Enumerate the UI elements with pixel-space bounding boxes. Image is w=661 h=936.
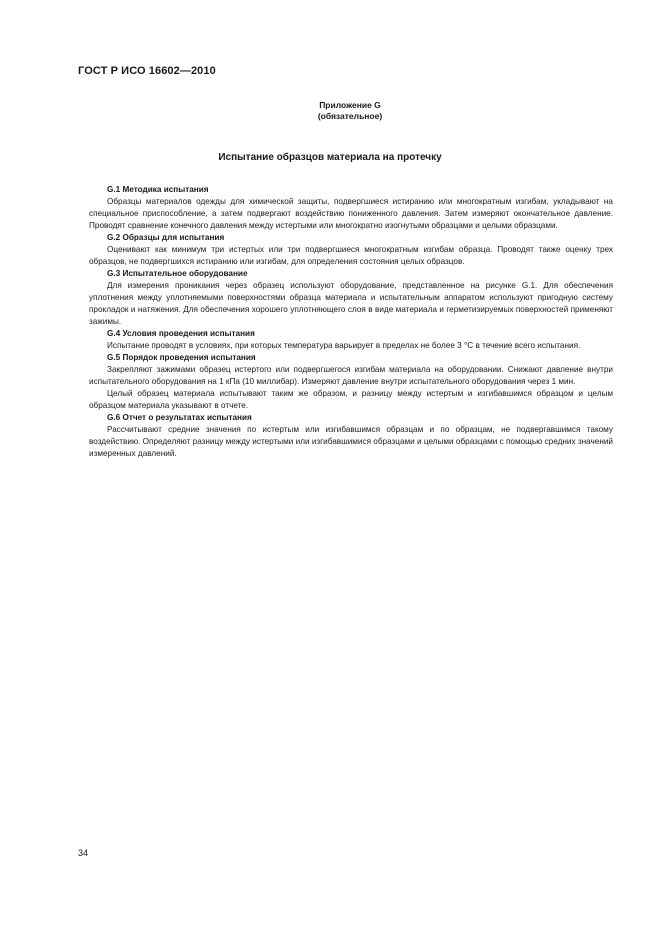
page-title: Испытание образцов материала на протечку [218, 152, 442, 163]
section-g5-paragraph-1: Закрепляют зажимами образец истертого или подвергшегося изгибам материала на оборудовании. Снижают давление внутри испытательного оборудования на 1 кПа (10 миллибар). Измеряют давление внутри испытательного оборудования через 1 мин. [89, 365, 613, 386]
section-heading-g6: G.6 Отчет о результатах испытания [107, 413, 252, 422]
section-g1-paragraph: Образцы материалов одежды для химической защиты, подвергшиеся истиранию или многократным изгибам, укладывают на специальное приспособление, а затем подвергают воздействию пониженного давления. Затем измеряют окончательное давление. Проводят сравнение конечного давления между истертыми или многократно изогнутыми образцами и целыми образцами. [89, 197, 613, 230]
section-g3-paragraph: Для измерения проникания через образец используют оборудование, представленное на рисунке G.1. Для обеспечения уплотнения между уплотняемыми поверхностями образца материала и испытательным аппаратом используют пригодную систему прокладок и натяжения. Для обеспечения хорошего уплотняющего слоя в виде материала и герметизируемых поверхностей применяют зажимы. [89, 281, 613, 326]
annex-label: Приложение G [319, 100, 381, 110]
section-heading-g3: G.3 Испытательное оборудование [107, 269, 248, 278]
section-g5-paragraph-2: Целый образец материала испытывают таким же образом, и разницу между истертым и изгибавшимся образцом и целым образцом материала указывают в отчете. [89, 389, 613, 410]
section-g6-paragraph: Рассчитывают средние значения по истертым или изгибавшимся образцам и по образцам, не подвергавшимся такому воздействию. Определяют разницу между истертыми или изгибавшимися образцами и целыми образцами с помощью средних значений измеренных давлений. [89, 425, 613, 458]
section-heading-g1: G.1 Методика испытания [107, 185, 209, 194]
section-g2-paragraph: Оценивают как минимум три истертых или три подвергшиеся многократным изгибам образца. Проводят также оценку трех образцов, не подвергшихся истиранию или изгибам, для определения состояния целых образцов. [89, 245, 613, 266]
document-body [89, 184, 613, 460]
page-number: 34 [78, 848, 89, 858]
annex-block [200, 100, 500, 122]
section-heading-g5: G.5 Порядок проведения испытания [107, 353, 256, 362]
section-g4-paragraph: Испытание проводят в условиях, при которых температура варьирует в пределах не более 3 °С в течение всего испытания. [107, 341, 581, 350]
section-heading-g2: G.2 Образцы для испытания [107, 233, 225, 242]
document-header: ГОСТ Р ИСО 16602—2010 [78, 65, 216, 77]
section-heading-g4: G.4 Условия проведения испытания [107, 329, 255, 338]
annex-status: (обязательное) [317, 111, 383, 121]
